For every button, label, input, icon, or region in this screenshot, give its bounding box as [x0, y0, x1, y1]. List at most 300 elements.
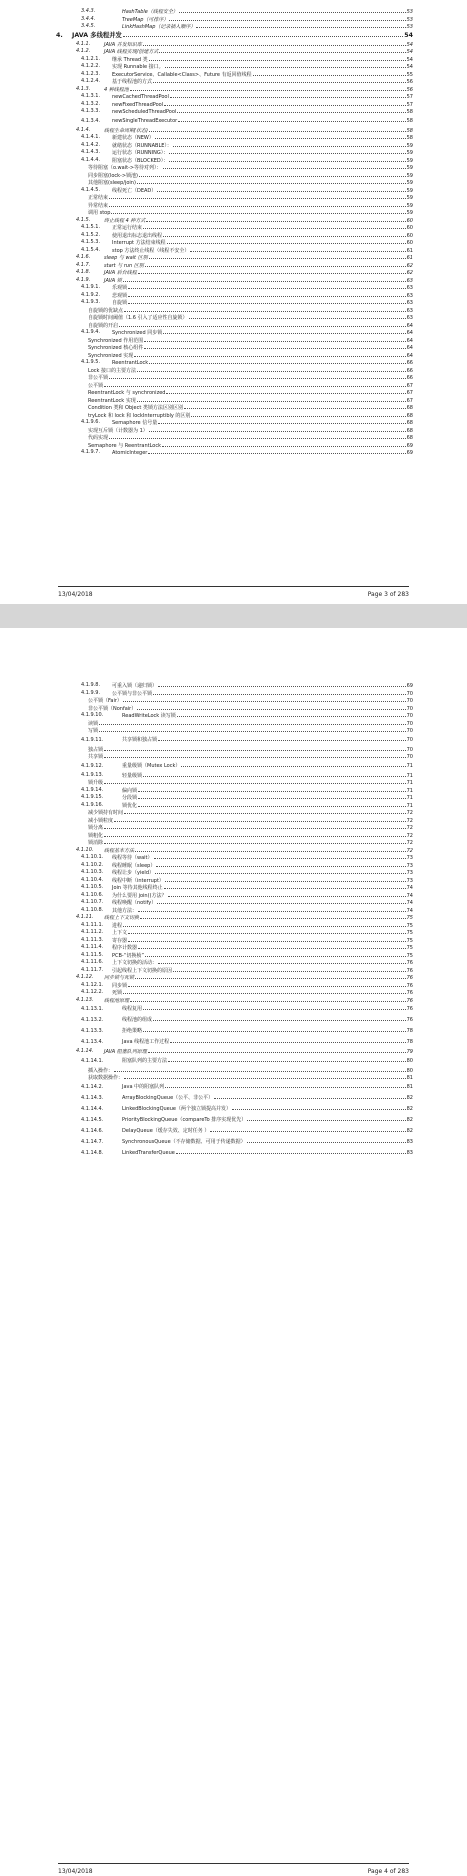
toc-entry[interactable]	[0, 239, 413, 247]
toc-entry[interactable]	[0, 254, 413, 262]
toc-entry-title: JAVA 多线程并发	[72, 31, 122, 39]
toc-entry[interactable]	[0, 56, 413, 64]
toc-entry[interactable]	[0, 892, 413, 900]
toc-entry[interactable]	[0, 1026, 413, 1037]
toc-dot-leader	[146, 217, 405, 222]
toc-entry[interactable]	[0, 382, 413, 390]
toc-entry-title: Semaphore 信号量	[112, 420, 158, 426]
toc-entry[interactable]	[0, 434, 413, 442]
toc-entry-title: 正常运行结束	[112, 225, 143, 231]
toc-entry[interactable]	[0, 944, 413, 952]
toc-entry-page: 76	[406, 1006, 413, 1012]
toc-dot-leader	[177, 108, 405, 113]
toc-entry[interactable]	[0, 404, 413, 412]
toc-entry-title: 减少锁持有时间	[88, 810, 124, 816]
toc-entry[interactable]	[0, 929, 413, 937]
toc-entry[interactable]	[0, 922, 413, 930]
toc-entry[interactable]	[0, 1074, 413, 1082]
toc-entry[interactable]	[0, 761, 413, 772]
toc-entry[interactable]	[0, 787, 413, 795]
toc-entry[interactable]	[0, 292, 413, 300]
toc-entry-page: 83	[406, 1149, 413, 1156]
toc-entry-number: 4.1.5.	[76, 216, 91, 223]
toc-entry-number: 4.1.11.3.	[81, 936, 104, 943]
toc-entry[interactable]	[0, 172, 413, 180]
toc-entry-title: 异常结束	[88, 202, 109, 209]
toc-entry[interactable]	[0, 307, 413, 315]
toc-entry-page: 75	[406, 945, 413, 951]
toc-entry-page: 70	[406, 728, 413, 734]
toc-entry[interactable]	[0, 8, 413, 16]
toc-entry[interactable]	[0, 735, 413, 746]
toc-entry-title: JAVA 锁	[104, 277, 122, 284]
toc-entry-title: 重量级锁（Mutex Lock）	[122, 762, 181, 769]
toc-entry-page: 74	[406, 900, 413, 906]
toc-entry[interactable]	[0, 1126, 413, 1137]
toc-entry[interactable]	[0, 824, 413, 832]
toc-dot-leader	[164, 101, 406, 106]
toc-entry-title: 自旋锁的开启	[88, 322, 119, 329]
toc-entry-number: 4.1.10.2.	[81, 861, 104, 868]
toc-entry[interactable]	[0, 209, 413, 217]
toc-dot-leader	[214, 1094, 405, 1099]
toc-entry-title: PCB-“切换桢”	[112, 952, 144, 959]
toc-entry[interactable]	[0, 847, 413, 855]
toc-entry-page: 59	[406, 142, 413, 149]
toc-entry[interactable]	[0, 427, 413, 435]
toc-entry[interactable]	[0, 142, 413, 150]
toc-dot-leader	[104, 753, 406, 758]
toc-entry-title: ReentrantLock	[112, 360, 149, 366]
toc-entry[interactable]	[0, 116, 413, 127]
toc-entry[interactable]	[0, 224, 413, 232]
toc-entry[interactable]	[0, 179, 413, 187]
toc-entry-number: 4.1.1.	[76, 40, 91, 47]
toc-entry-number: 4.1.9.5.	[81, 359, 101, 365]
toc-entry-page: 71	[406, 787, 413, 794]
toc-entry-title: 使用退出标志退出线程	[112, 232, 163, 239]
toc-dot-leader	[153, 1016, 406, 1021]
toc-entry-number: 4.1.2.	[76, 48, 91, 54]
toc-entry-page: 59	[406, 210, 413, 216]
toc-entry-title: 就绪状态（RUNNABLE）：	[112, 142, 172, 149]
toc-entry-page: 79	[406, 1049, 413, 1055]
toc-dot-leader	[247, 1138, 406, 1143]
toc-entry-number: 4.1.3.3.	[81, 108, 101, 114]
toc-entry[interactable]	[0, 442, 413, 450]
toc-entry-page: 72	[406, 832, 413, 839]
toc-entry-page: 69	[406, 683, 413, 689]
toc-entry-page: 59	[406, 150, 413, 156]
toc-entry-page: 75	[406, 952, 413, 959]
toc-dot-leader	[169, 157, 405, 162]
toc-entry-page: 60	[406, 240, 413, 246]
toc-entry[interactable]	[0, 16, 413, 24]
toc-entry-number: 4.1.4.	[76, 126, 91, 133]
toc-entry[interactable]	[0, 727, 413, 735]
toc-entry-number: 4.1.9.11.	[81, 736, 104, 743]
toc-entry-page: 63	[406, 307, 413, 314]
toc-entry[interactable]	[0, 1115, 413, 1126]
toc-entry[interactable]	[0, 697, 413, 705]
toc-entry[interactable]	[0, 397, 413, 405]
toc-entry-page: 59	[406, 172, 413, 179]
toc-dot-leader	[145, 952, 406, 957]
toc-dot-leader	[123, 922, 406, 927]
toc-entry-number: 4.1.9.15.	[81, 794, 104, 800]
toc-entry-page: 68	[406, 405, 413, 411]
toc-entry-title: Synchronized 作用范围	[88, 337, 144, 344]
toc-entry[interactable]	[0, 31, 413, 41]
toc-entry[interactable]	[0, 164, 413, 172]
toc-dot-leader	[232, 1105, 406, 1110]
toc-dot-leader	[114, 817, 406, 822]
toc-entry-title: 非公平锁（Nonfair）	[88, 705, 137, 712]
toc-entry[interactable]	[0, 997, 413, 1005]
toc-entry-page: 57	[406, 101, 413, 108]
toc-entry[interactable]	[0, 127, 413, 135]
toc-entry-number: 4.1.4.3.	[81, 149, 101, 155]
toc-entry[interactable]	[0, 914, 413, 922]
toc-dot-leader	[130, 997, 406, 1002]
toc-entry-number: 3.4.3.	[81, 8, 96, 14]
toc-entry-page: 64	[406, 337, 413, 344]
toc-entry[interactable]	[0, 907, 413, 915]
toc-entry-page: 70	[406, 720, 413, 727]
toc-entry[interactable]	[0, 746, 413, 754]
toc-entry[interactable]	[0, 344, 413, 352]
toc-entry-title: 线程让步（yield）	[112, 870, 154, 876]
toc-entry-title: 锁消除	[88, 840, 104, 846]
toc-dot-leader	[179, 8, 406, 13]
toc-dot-leader	[157, 187, 405, 192]
toc-entry-page: 63	[406, 277, 413, 284]
toc-dot-leader	[149, 56, 406, 61]
toc-entry[interactable]	[0, 1037, 413, 1048]
toc-entry[interactable]	[0, 1015, 413, 1026]
toc-entry-title: JAVA 线程实现/创建方式	[104, 49, 159, 55]
toc-entry-number: 4.1.9.13.	[81, 771, 104, 778]
toc-dot-leader	[173, 967, 406, 972]
toc-entry-title: 插入操作：	[88, 1067, 114, 1074]
toc-entry-number: 4.1.11.7.	[81, 966, 104, 973]
toc-entry[interactable]	[0, 1104, 413, 1115]
toc-entry[interactable]	[0, 314, 413, 322]
toc-dot-leader	[163, 232, 406, 237]
toc-entry[interactable]	[0, 329, 413, 337]
toc-entry[interactable]	[0, 1067, 413, 1075]
toc-entry-page: 59	[406, 187, 413, 194]
toc-dot-leader	[153, 690, 406, 695]
toc-entry-title: ReentrantLock 实现	[88, 397, 136, 404]
toc-entry[interactable]	[0, 202, 413, 210]
toc-entry-page: 59	[406, 180, 413, 186]
toc-entry[interactable]	[0, 157, 413, 165]
toc-dot-leader	[178, 117, 405, 122]
toc-entry-page: 70	[406, 690, 413, 697]
toc-entry[interactable]	[0, 869, 413, 877]
toc-dot-leader	[158, 682, 406, 687]
toc-entry[interactable]	[0, 217, 413, 225]
toc-entry[interactable]	[0, 86, 413, 94]
toc-entry-title: 同步阻塞(lock->锁池)	[88, 172, 138, 179]
toc-entry[interactable]	[0, 284, 413, 292]
toc-dot-leader	[143, 1005, 406, 1010]
toc-entry[interactable]	[0, 277, 413, 285]
footer-page-number: Page 3 of 283	[367, 591, 409, 598]
toc-entry-page: 54	[406, 41, 413, 48]
page-footer	[58, 1863, 409, 1876]
toc-entry[interactable]	[0, 884, 413, 892]
toc-entry[interactable]	[0, 682, 413, 690]
toc-entry[interactable]	[0, 1093, 413, 1104]
toc-entry-title: 线程等待（wait）	[112, 855, 153, 861]
toc-entry-page: 82	[406, 1094, 413, 1101]
toc-dot-leader	[138, 269, 406, 274]
toc-entry[interactable]	[0, 705, 413, 713]
toc-entry[interactable]	[0, 108, 413, 116]
toc-entry-number: 4.1.14.6.	[81, 1127, 104, 1134]
toc-entry[interactable]	[0, 269, 413, 277]
toc-entry[interactable]	[0, 817, 413, 825]
toc-dot-leader	[123, 697, 406, 702]
toc-dot-leader	[143, 1027, 406, 1032]
toc-entry-title: 上下文	[112, 930, 128, 936]
toc-entry-title: 自旋锁时间阈值（1.6 引入了适应性自旋锁）	[88, 315, 188, 321]
toc-entry-number: 4.1.12.2.	[81, 989, 104, 995]
toc-entry-title: 其他阻塞(sleep/join)	[88, 180, 136, 186]
toc-entry-page: 60	[406, 217, 413, 224]
toc-entry[interactable]	[0, 449, 413, 457]
toc-entry[interactable]	[0, 779, 413, 787]
toc-entry-page: 74	[406, 907, 413, 914]
toc-entry-number: 4.1.13.1.	[81, 1006, 104, 1012]
toc-entry[interactable]	[0, 809, 413, 817]
toc-dot-leader	[104, 839, 406, 844]
toc-dot-leader	[128, 929, 406, 934]
toc-entry-page: 73	[406, 877, 413, 884]
toc-entry[interactable]	[0, 374, 413, 382]
toc-entry-title: SynchronousQueue（不存储数据、可用于传递数据）	[122, 1138, 246, 1145]
toc-entry[interactable]	[0, 862, 413, 870]
toc-entry[interactable]	[0, 989, 413, 997]
toc-entry-number: 4.1.5.2.	[81, 231, 101, 238]
toc-entry-page: 63	[406, 292, 413, 299]
toc-entry-title: 锁升级	[88, 780, 104, 786]
toc-entry[interactable]	[0, 899, 413, 907]
toc-entry-page: 59	[406, 195, 413, 201]
toc-entry-title: 公平锁（Fair）	[88, 698, 122, 704]
toc-entry[interactable]	[0, 690, 413, 698]
toc-entry-number: 4.1.14.3.	[81, 1094, 104, 1101]
toc-entry-page: 68	[406, 435, 413, 441]
toc-entry[interactable]	[0, 149, 413, 157]
toc-entry-number: 3.4.4.	[81, 15, 96, 22]
toc-entry[interactable]	[0, 839, 413, 847]
toc-entry[interactable]	[0, 367, 413, 375]
toc-entry-title: 共享锁	[88, 754, 104, 760]
toc-entry[interactable]	[0, 48, 413, 56]
toc-entry[interactable]	[0, 832, 413, 840]
toc-entry-title: 悲观锁	[112, 292, 128, 299]
toc-entry[interactable]	[0, 187, 413, 195]
toc-entry[interactable]	[0, 352, 413, 360]
toc-entry[interactable]	[0, 753, 413, 761]
toc-entry-number: 4.1.10.	[76, 846, 94, 853]
toc-entry[interactable]	[0, 247, 413, 255]
toc-dot-leader	[189, 314, 406, 319]
toc-entry-number: 4.1.10.1.	[81, 854, 104, 860]
toc-entry[interactable]	[0, 262, 413, 270]
toc-entry-number: 4.1.4.2.	[81, 141, 101, 148]
toc-entry-number: 4.1.9.16.	[81, 801, 104, 808]
toc-dot-leader	[149, 127, 406, 132]
toc-entry[interactable]	[0, 967, 413, 975]
toc-entry-page: 58	[406, 135, 413, 141]
toc-entry[interactable]	[0, 1082, 413, 1093]
toc-entry-page: 69	[406, 450, 413, 456]
toc-entry-number: 4.1.9.3.	[81, 299, 101, 305]
toc-entry[interactable]	[0, 322, 413, 330]
toc-dot-leader	[253, 71, 406, 76]
toc-entry-title: ReadWriteLock 读写锁	[122, 713, 176, 719]
toc-entry-title: 线程基本方法	[104, 847, 135, 854]
toc-entry[interactable]	[0, 1004, 413, 1015]
toc-entry-number: 4.1.2.2.	[81, 63, 101, 69]
toc-entry[interactable]	[0, 93, 413, 101]
toc-entry-title: 继承 Thread 类	[112, 56, 148, 63]
toc-entry[interactable]	[0, 1056, 413, 1067]
toc-entry[interactable]	[0, 802, 413, 810]
toc-entry-title: 死锁	[112, 990, 123, 996]
toc-entry[interactable]	[0, 937, 413, 945]
toc-entry-title: stop 方法终止线程（线程不安全）	[112, 247, 190, 254]
toc-entry[interactable]	[0, 982, 413, 990]
toc-dot-leader	[168, 892, 406, 897]
toc-entry[interactable]	[0, 359, 413, 367]
toc-entry-title: JAVA 并发知识库	[104, 41, 142, 48]
toc-dot-leader	[137, 367, 406, 372]
toc-entry-title: start 与 run 区别	[104, 262, 144, 269]
toc-entry-title: LinkHashMap（记录插入顺序）	[122, 24, 196, 30]
toc-entry-number: 4.1.9.9.	[81, 689, 101, 696]
toc-entry-number: 4.1.12.	[76, 974, 94, 980]
toc-entry-title: ReentrantLock 与 synchronized	[88, 390, 166, 396]
toc-entry-page: 66	[406, 375, 413, 381]
toc-entry-title: Interrupt 方法结束线程	[112, 240, 166, 246]
toc-dot-leader	[167, 239, 406, 244]
toc-entry-page: 75	[406, 937, 413, 944]
toc-entry-number: 4.1.14.5.	[81, 1116, 104, 1123]
toc-entry[interactable]	[0, 877, 413, 885]
toc-entry-page: 71	[406, 780, 413, 786]
toc-entry-page: 66	[406, 360, 413, 366]
toc-entry-page: 70	[406, 736, 413, 743]
toc-dot-leader	[177, 712, 406, 717]
toc-entry[interactable]	[0, 101, 413, 109]
toc-entry-page: 76	[406, 960, 413, 966]
toc-entry[interactable]	[0, 772, 413, 780]
toc-entry-number: 4.1.14.8.	[81, 1149, 104, 1156]
toc-entry-page: 73	[406, 862, 413, 869]
toc-entry[interactable]	[0, 389, 413, 397]
toc-entry[interactable]	[0, 134, 413, 142]
toc-entry-title: ArrayBlockingQueue（公平、非公平）	[122, 1094, 214, 1101]
toc-entry-title: 阻塞队列的主要方法	[122, 1057, 168, 1064]
toc-entry[interactable]	[0, 78, 413, 86]
toc-entry-title: 锁优化	[122, 802, 138, 809]
toc-entry-page: 58	[406, 127, 413, 134]
toc-entry-title: 引起线程上下文切换的原因	[112, 967, 173, 974]
toc-entry[interactable]	[0, 23, 413, 31]
toc-dot-leader	[134, 352, 405, 357]
toc-entry-page: 83	[406, 1138, 413, 1145]
toc-entry[interactable]	[0, 854, 413, 862]
toc-entry[interactable]	[0, 720, 413, 728]
toc-entry[interactable]	[0, 1148, 413, 1159]
toc-entry-page: 68	[406, 427, 413, 434]
toc-entry-title: 减小锁粒度	[88, 817, 114, 824]
toc-entry-page: 76	[406, 975, 413, 981]
toc-entry[interactable]	[0, 712, 413, 720]
toc-entry-title: 调用 stop	[88, 210, 111, 216]
toc-entry-title: 可重入锁（递归锁）	[112, 683, 158, 689]
toc-entry[interactable]	[0, 232, 413, 240]
toc-dot-leader	[156, 862, 405, 867]
toc-dot-leader	[173, 142, 406, 147]
toc-entry[interactable]	[0, 412, 413, 420]
toc-entry-page: 76	[406, 982, 413, 989]
toc-entry-title: 获取数据操作：	[88, 1075, 124, 1081]
toc-entry-number: 4.	[56, 31, 63, 39]
toc-entry[interactable]	[0, 63, 413, 71]
toc-entry-page: 71	[406, 802, 413, 809]
toc-entry[interactable]	[0, 299, 413, 307]
toc-entry-title: Synchronized 同步锁	[112, 330, 163, 336]
toc-entry-number: 4.1.6.	[76, 254, 91, 260]
toc-entry[interactable]	[0, 194, 413, 202]
toc-entry-page: 81	[406, 1083, 413, 1090]
toc-entry[interactable]	[0, 794, 413, 802]
toc-dot-leader	[176, 1149, 406, 1154]
toc-entry-title: 同步锁	[112, 982, 128, 989]
toc-entry-title: TreeMap（可排序）	[122, 16, 169, 23]
toc-dot-leader	[163, 329, 405, 334]
toc-entry-title: 偏向锁	[122, 787, 138, 794]
toc-entry[interactable]	[0, 71, 413, 79]
toc-entry-title: 线程死亡（DEAD）	[112, 187, 157, 194]
toc-entry-page: 71	[406, 762, 413, 769]
toc-entry[interactable]	[0, 974, 413, 982]
toc-entry[interactable]	[0, 952, 413, 960]
toc-entry-page: 74	[406, 892, 413, 899]
toc-dot-leader	[137, 179, 406, 184]
toc-entry-page: 72	[406, 825, 413, 831]
toc-entry[interactable]	[0, 337, 413, 345]
toc-entry[interactable]	[0, 1137, 413, 1148]
toc-entry[interactable]	[0, 1048, 413, 1056]
toc-entry-page: 67	[406, 382, 413, 389]
toc-entry[interactable]	[0, 41, 413, 49]
toc-entry-title: 锁分离	[88, 825, 104, 831]
toc-entry-title: DelayQueue（缓存失效、定时任务 ）	[122, 1127, 210, 1134]
toc-entry-title: Lock 接口的主要方法	[88, 367, 136, 374]
toc-entry[interactable]	[0, 419, 413, 427]
toc-entry-page: 82	[406, 1116, 413, 1123]
toc-entry-number: 4.1.14.4.	[81, 1105, 104, 1112]
toc-entry[interactable]	[0, 959, 413, 967]
toc-entry-title: 等待阻塞（o.wait->等待对列）：	[88, 165, 162, 171]
